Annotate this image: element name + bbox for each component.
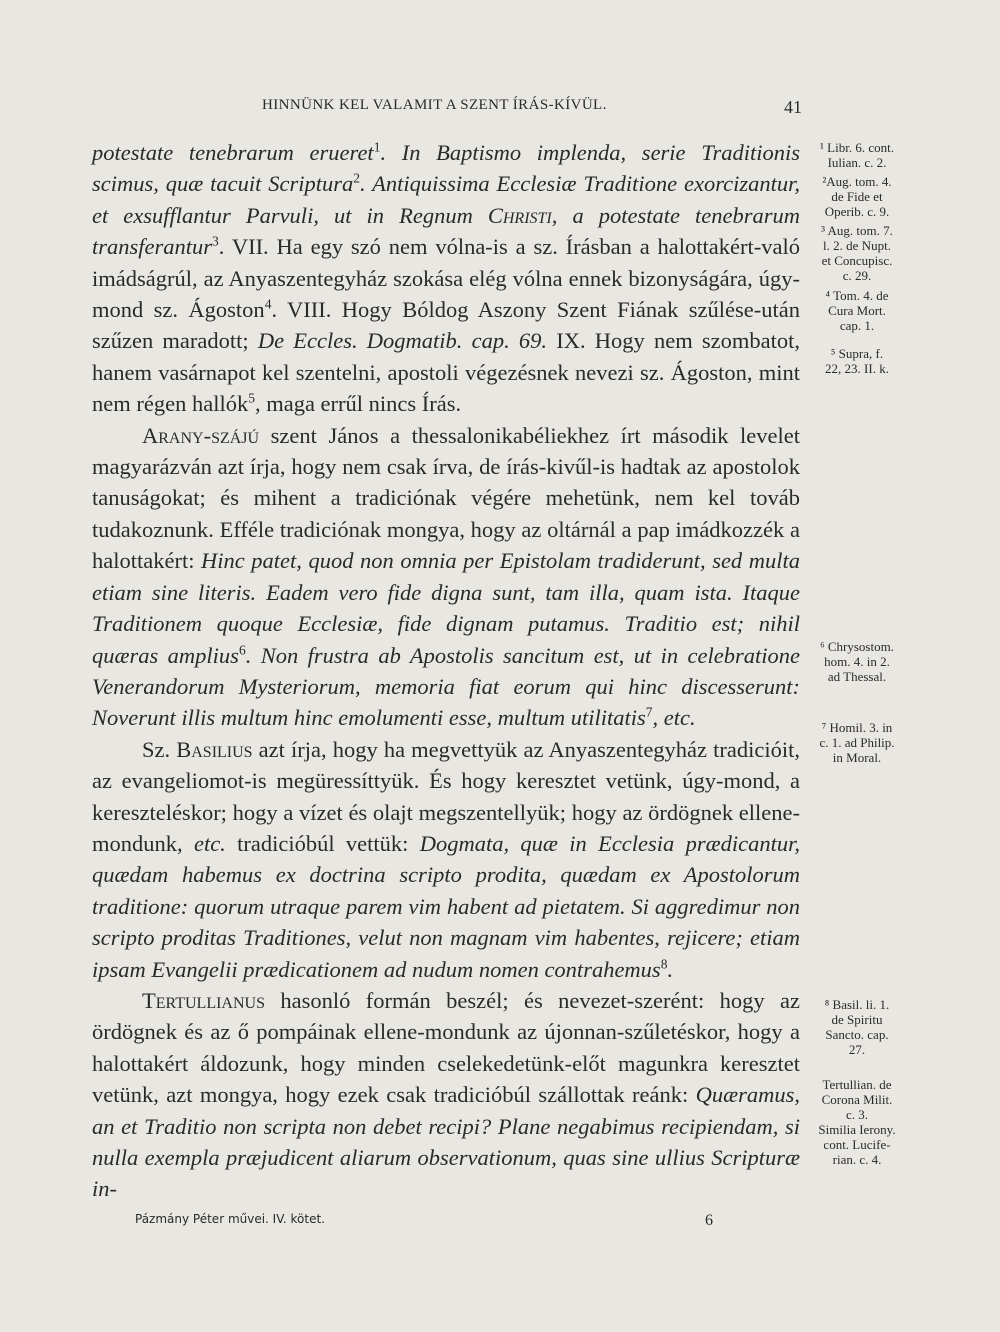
margin-note-7: ⁷ Homil. 3. in c. 1. ad Philip. in Moral. xyxy=(819,720,895,765)
page-number: 41 xyxy=(784,97,802,117)
signature-mark: 6 xyxy=(705,1212,713,1229)
margin-note-8: ⁸ Basil. li. 1. de Spiritu Sancto. cap. 27. xyxy=(824,997,890,1057)
margin-note-5: ⁵ Supra, f. 22, 23. II. k. xyxy=(825,346,889,376)
margin-note-1: ¹ Libr. 6. cont. Iulian. c. 2. xyxy=(820,140,894,170)
running-title: HINNÜNK KEL VALAMIT A SZENT ÍRÁS-KÍVÜL. xyxy=(262,97,607,113)
margin-note-3: ³ Aug. tom. 7. l. 2. de Nupt. et Concupisc. c. 29. xyxy=(821,223,893,283)
paragraph-3: Sz. Basilius azt írja, hogy ha megvettyük az Anyaszentegyház tradicióit, az evangeliomot-is megüressíttyük. És hogy keresztet vetünk, úgy-mond, a kereszteléskor; hogy a vízet és olajt megszentellyük; hogy az ördögnek ellene-mondunk, etc. tradicióbúl vettük: Dogmata, quæ in Ecclesia prædicantur, quædam habemus ex doctrina scripto prodita, quædam ex Apostolorum traditione: quorum utraque parem vim habent ad pietatem. Si aggredimur non scripto proditas Traditiones, velut non magnam vim habentes, rejicere; etiam ipsam Evangelii prædicationem ad nudum nomen contrahemus$^8$. xyxy=(92,736,800,982)
running-header xyxy=(90,97,802,125)
page-footer xyxy=(135,1212,735,1236)
footnote-ref-1: 1 xyxy=(373,139,381,155)
footnote-ref-6: 6 xyxy=(238,642,246,657)
paragraph-2: Arany-szájú szent János a thessalonikabéliekhez írt második levelet magyarázván azt írja, hogy nem csak írva, de írás-kivűl-is hadtak az apostolok tanuságokat; és mihent a tradiciónak végére mehetünk, nem kel továb tudakoznunk. Efféle tradiciónak mongya, hogy az oltárnál a pap imádkozzék a halottakért: Hinc patet, quod non omnia per Epistolam tradiderunt, sed multa etiam sine literis. Eadem vero fide digna sunt, tam illa, quam ista. Itaque Traditionem quoque Ecclesiæ, fide dignam putamus. Traditio est; nihil quæras amplius$^6$. Non frustra ab Apostolis sancitum est, ut in celebratione Venerandorum Mysteriorum, memoria fiat eorum qui hinc discesserunt: Noverunt illis multum hinc emolumenti esse, multum utilitatis$^7$, etc. xyxy=(92,422,801,731)
footnote-ref-3: 3 xyxy=(212,233,219,249)
paragraph-4: Tertullianus hasonló formán beszél; és nevezet-szerént: hogy az ördögnek és az ő pompáinak ellene-mondunk az újonnan-szűletéskor, hogy a halottakért áldozunk, hogy minden cselekedetünk-előt magunkra keresztet vetünk, azt mongya, hogy ezek csak tradicióbúl szállottak reánk: Quæramus, an et Traditio non scripta non debet recipi? Plane negabimus recipiendam, si nulla exempla præjudicent aliarum observationum, quas sine ullius Scripturæ in- xyxy=(92,987,800,1202)
margin-note-6: ⁶ Chrysostom. hom. 4. in 2. ad Thessal. xyxy=(820,639,894,684)
margin-note-2: ²Aug. tom. 4. de Fide et Operib. c. 9. xyxy=(822,174,892,219)
footer-text: Pázmány Péter művei. IV. kötet. xyxy=(135,1212,325,1226)
paragraph-1: potestate tenebrarum erueret$^1$. In Baptismo implenda, serie Traditionis scimus, quæ tacuit Scriptura$^2$. Antiquissima Ecclesiæ Traditione exorcizantur, et exsufflantur Parvuli, ut in Regnum Christi, a potestate tenebrarum transferantur$^3$. VII. Ha egy szó nem vólna-is a sz. Írásban a halottakért-való imádságrúl, az Anyaszentegyház szokása elég vólna ennek bizonyságára, úgy-mond sz. Ágoston$^4$. VIII. Hogy Bóldog Aszony Szent Fiának szűlése-után szűzen maradott; De Eccles. Dogmatib. cap. 69. IX. Hogy nem szombatot, hanem vasárnapot kel szentelni, apostoli végezésnek nevezi sz. Ágoston, mint nem régen hallók$^5$, maga errűl nincs Írás. xyxy=(92,139,801,417)
footnote-ref-4: 4 xyxy=(264,296,272,312)
margin-note-9: Tertullian. de Corona Milit. c. 3. Similia Ierony. cont. Lucife- rian. c. 4. xyxy=(818,1077,896,1167)
footnote-ref-7: 7 xyxy=(645,704,653,720)
footnote-ref-8: 8 xyxy=(660,956,668,972)
margin-note-4: ⁴ Tom. 4. de Cura Mort. cap. 1. xyxy=(825,288,889,333)
main-text xyxy=(92,137,800,1205)
footnote-ref-5: 5 xyxy=(248,390,255,406)
footnote-ref-2: 2 xyxy=(353,170,360,186)
